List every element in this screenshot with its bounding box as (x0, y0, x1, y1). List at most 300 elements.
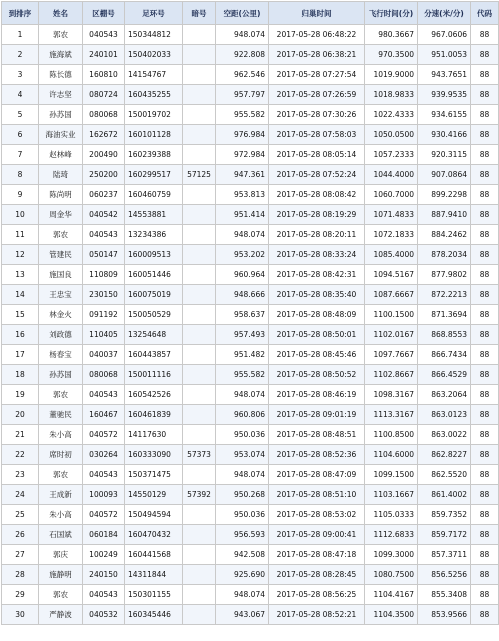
speed-cell: 868.8553 (418, 325, 471, 345)
name-cell: 孙苏国 (39, 365, 83, 385)
ring-cell: 150344812 (125, 25, 183, 45)
table-row[interactable] (2, 585, 499, 605)
table-row[interactable] (2, 285, 499, 305)
arrival-cell: 2017-05-28 06:48:22 (269, 25, 365, 45)
rank-cell: 24 (2, 485, 39, 505)
type-cell: 88 (471, 85, 499, 105)
type-cell: 88 (471, 325, 499, 345)
code-cell (183, 285, 216, 305)
code-cell (183, 385, 216, 405)
name-cell: 施海斌 (39, 45, 83, 65)
type-cell: 88 (471, 205, 499, 225)
table-row[interactable] (2, 605, 499, 625)
ring-cell: 14117630 (125, 425, 183, 445)
rank-cell: 17 (2, 345, 39, 365)
name-cell: 石国斌 (39, 525, 83, 545)
arrival-cell: 2017-05-28 08:20:11 (269, 225, 365, 245)
type-cell: 88 (471, 605, 499, 625)
loft-cell: 060237 (83, 185, 125, 205)
loft-cell: 030264 (83, 445, 125, 465)
code-cell (183, 245, 216, 265)
loft-cell: 040543 (83, 225, 125, 245)
code-cell (183, 585, 216, 605)
table-row[interactable] (2, 425, 499, 445)
flight-time-cell: 1100.1500 (365, 305, 418, 325)
loft-cell: 040037 (83, 345, 125, 365)
distance-cell: 950.036 (216, 505, 269, 525)
arrival-cell: 2017-05-28 08:35:40 (269, 285, 365, 305)
ring-cell: 160441568 (125, 545, 183, 565)
speed-cell: 907.0864 (418, 165, 471, 185)
distance-cell: 962.546 (216, 65, 269, 85)
code-cell (183, 565, 216, 585)
ring-cell: 160299517 (125, 165, 183, 185)
type-cell: 88 (471, 305, 499, 325)
col-header-code[interactable]: 暗号 (183, 2, 216, 25)
flight-time-cell: 1104.3500 (365, 605, 418, 625)
ring-cell: 160075019 (125, 285, 183, 305)
arrival-cell: 2017-05-28 08:19:29 (269, 205, 365, 225)
type-cell: 88 (471, 505, 499, 525)
ring-cell: 14311844 (125, 565, 183, 585)
distance-cell: 955.582 (216, 365, 269, 385)
distance-cell: 943.067 (216, 605, 269, 625)
rank-cell: 13 (2, 265, 39, 285)
type-cell: 88 (471, 265, 499, 285)
loft-cell: 100249 (83, 545, 125, 565)
col-header-distance[interactable]: 空距(公里) (216, 2, 269, 25)
speed-cell: 920.3115 (418, 145, 471, 165)
table-row[interactable] (2, 345, 499, 365)
loft-cell: 040543 (83, 25, 125, 45)
code-cell (183, 305, 216, 325)
rank-cell: 3 (2, 65, 39, 85)
rank-cell: 14 (2, 285, 39, 305)
table-row[interactable] (2, 325, 499, 345)
distance-cell: 953.202 (216, 245, 269, 265)
speed-cell: 863.2064 (418, 385, 471, 405)
loft-cell: 080068 (83, 365, 125, 385)
table-row[interactable] (2, 145, 499, 165)
flight-time-cell: 980.3667 (365, 25, 418, 45)
rank-cell: 21 (2, 425, 39, 445)
speed-cell: 856.5256 (418, 565, 471, 585)
rank-cell: 28 (2, 565, 39, 585)
ring-cell: 160051446 (125, 265, 183, 285)
code-cell (183, 605, 216, 625)
loft-cell: 040532 (83, 605, 125, 625)
table-row[interactable] (2, 485, 499, 505)
table-row[interactable] (2, 565, 499, 585)
name-cell: 赵林峰 (39, 145, 83, 165)
flight-time-cell: 1104.4167 (365, 585, 418, 605)
table-row[interactable] (2, 525, 499, 545)
loft-cell: 040543 (83, 465, 125, 485)
loft-cell: 230150 (83, 285, 125, 305)
name-cell: 海油实业 (39, 125, 83, 145)
code-cell: 57392 (183, 485, 216, 505)
ring-cell: 150050529 (125, 305, 183, 325)
code-cell (183, 145, 216, 165)
flight-time-cell: 1102.0167 (365, 325, 418, 345)
name-cell: 王成新 (39, 485, 83, 505)
rank-cell: 19 (2, 385, 39, 405)
loft-cell: 040572 (83, 505, 125, 525)
col-header-ring[interactable]: 足环号 (125, 2, 183, 25)
name-cell: 刘政德 (39, 325, 83, 345)
ring-cell: 150494594 (125, 505, 183, 525)
name-cell: 郭农 (39, 585, 83, 605)
speed-cell: 853.9566 (418, 605, 471, 625)
speed-cell: 934.6155 (418, 105, 471, 125)
arrival-cell: 2017-05-28 08:50:01 (269, 325, 365, 345)
flight-time-cell: 1099.3000 (365, 545, 418, 565)
loft-cell: 250200 (83, 165, 125, 185)
type-cell: 88 (471, 125, 499, 145)
distance-cell: 922.808 (216, 45, 269, 65)
type-cell: 88 (471, 545, 499, 565)
table-row[interactable] (2, 365, 499, 385)
code-cell (183, 345, 216, 365)
code-cell (183, 105, 216, 125)
code-cell (183, 205, 216, 225)
col-header-speed[interactable]: 分速(米/分) (418, 2, 471, 25)
distance-cell: 948.074 (216, 225, 269, 245)
distance-cell: 956.593 (216, 525, 269, 545)
arrival-cell: 2017-05-28 07:58:03 (269, 125, 365, 145)
name-cell: 管建民 (39, 245, 83, 265)
code-cell (183, 465, 216, 485)
table-row[interactable] (2, 65, 499, 85)
distance-cell: 957.797 (216, 85, 269, 105)
arrival-cell: 2017-05-28 08:53:02 (269, 505, 365, 525)
name-cell: 郭农 (39, 225, 83, 245)
code-cell (183, 125, 216, 145)
arrival-cell: 2017-05-28 08:51:10 (269, 485, 365, 505)
rank-cell: 7 (2, 145, 39, 165)
ring-cell: 160345446 (125, 605, 183, 625)
rank-cell: 22 (2, 445, 39, 465)
loft-cell: 080068 (83, 105, 125, 125)
speed-cell: 951.0053 (418, 45, 471, 65)
type-cell: 88 (471, 465, 499, 485)
arrival-cell: 2017-05-28 08:47:09 (269, 465, 365, 485)
col-header-name[interactable]: 姓名 (39, 2, 83, 25)
speed-cell: 939.9535 (418, 85, 471, 105)
speed-cell: 943.7651 (418, 65, 471, 85)
table-row[interactable] (2, 245, 499, 265)
arrival-cell: 2017-05-28 08:33:24 (269, 245, 365, 265)
code-cell (183, 45, 216, 65)
distance-cell: 976.984 (216, 125, 269, 145)
speed-cell: 859.7352 (418, 505, 471, 525)
distance-cell: 925.690 (216, 565, 269, 585)
rank-cell: 26 (2, 525, 39, 545)
name-cell: 许志坚 (39, 85, 83, 105)
header-row (2, 2, 499, 25)
rank-cell: 20 (2, 405, 39, 425)
table-row[interactable] (2, 385, 499, 405)
flight-time-cell: 970.3500 (365, 45, 418, 65)
arrival-cell: 2017-05-28 08:56:25 (269, 585, 365, 605)
rank-cell: 27 (2, 545, 39, 565)
table-row[interactable] (2, 205, 499, 225)
type-cell: 88 (471, 45, 499, 65)
ring-cell: 150019702 (125, 105, 183, 125)
name-cell: 郭农 (39, 465, 83, 485)
ring-cell: 150371475 (125, 465, 183, 485)
code-cell (183, 65, 216, 85)
rank-cell: 9 (2, 185, 39, 205)
ring-cell: 150402033 (125, 45, 183, 65)
distance-cell: 953.074 (216, 445, 269, 465)
flight-time-cell: 1102.8667 (365, 365, 418, 385)
arrival-cell: 2017-05-28 07:30:26 (269, 105, 365, 125)
arrival-cell: 2017-05-28 07:52:24 (269, 165, 365, 185)
flight-time-cell: 1094.5167 (365, 265, 418, 285)
code-cell: 57373 (183, 445, 216, 465)
type-cell: 88 (471, 165, 499, 185)
distance-cell: 950.036 (216, 425, 269, 445)
distance-cell: 960.964 (216, 265, 269, 285)
arrival-cell: 2017-05-28 08:50:52 (269, 365, 365, 385)
type-cell: 88 (471, 445, 499, 465)
type-cell: 88 (471, 565, 499, 585)
name-cell: 严静波 (39, 605, 83, 625)
code-cell (183, 505, 216, 525)
name-cell: 林金火 (39, 305, 83, 325)
ring-cell: 160470432 (125, 525, 183, 545)
loft-cell: 110809 (83, 265, 125, 285)
distance-cell: 955.582 (216, 105, 269, 125)
rank-cell: 29 (2, 585, 39, 605)
arrival-cell: 2017-05-28 07:27:54 (269, 65, 365, 85)
arrival-cell: 2017-05-28 08:42:31 (269, 265, 365, 285)
table-row[interactable] (2, 25, 499, 45)
table-row[interactable] (2, 125, 499, 145)
speed-cell: 899.2298 (418, 185, 471, 205)
speed-cell: 862.8227 (418, 445, 471, 465)
rank-cell: 12 (2, 245, 39, 265)
name-cell: 朱小高 (39, 505, 83, 525)
distance-cell: 972.984 (216, 145, 269, 165)
table-row[interactable] (2, 85, 499, 105)
name-cell: 陆琦 (39, 165, 83, 185)
rank-cell: 5 (2, 105, 39, 125)
table-row[interactable] (2, 225, 499, 245)
type-cell: 88 (471, 365, 499, 385)
type-cell: 88 (471, 185, 499, 205)
distance-cell: 948.666 (216, 285, 269, 305)
rank-cell: 16 (2, 325, 39, 345)
speed-cell: 871.3694 (418, 305, 471, 325)
distance-cell: 942.508 (216, 545, 269, 565)
code-cell (183, 425, 216, 445)
ring-cell: 160239388 (125, 145, 183, 165)
ring-cell: 150301155 (125, 585, 183, 605)
table-row[interactable] (2, 445, 499, 465)
code-cell (183, 325, 216, 345)
arrival-cell: 2017-05-28 09:01:19 (269, 405, 365, 425)
loft-cell: 240101 (83, 45, 125, 65)
rank-cell: 4 (2, 85, 39, 105)
type-cell: 88 (471, 485, 499, 505)
name-cell: 孙苏国 (39, 105, 83, 125)
speed-cell: 878.2034 (418, 245, 471, 265)
type-cell: 88 (471, 245, 499, 265)
arrival-cell: 2017-05-28 06:38:21 (269, 45, 365, 65)
flight-time-cell: 1105.0333 (365, 505, 418, 525)
type-cell: 88 (471, 225, 499, 245)
rank-cell: 10 (2, 205, 39, 225)
distance-cell: 951.414 (216, 205, 269, 225)
flight-time-cell: 1080.7500 (365, 565, 418, 585)
flight-time-cell: 1103.1667 (365, 485, 418, 505)
distance-cell: 960.806 (216, 405, 269, 425)
flight-time-cell: 1072.1833 (365, 225, 418, 245)
name-cell: 朱小高 (39, 425, 83, 445)
rank-cell: 30 (2, 605, 39, 625)
speed-cell: 859.7172 (418, 525, 471, 545)
code-cell (183, 405, 216, 425)
table-row[interactable] (2, 45, 499, 65)
speed-cell: 866.7434 (418, 345, 471, 365)
speed-cell: 884.2462 (418, 225, 471, 245)
flight-time-cell: 1104.6000 (365, 445, 418, 465)
code-cell (183, 545, 216, 565)
loft-cell: 060184 (83, 525, 125, 545)
name-cell: 席时初 (39, 445, 83, 465)
loft-cell: 040543 (83, 585, 125, 605)
ring-cell: 13234386 (125, 225, 183, 245)
flight-time-cell: 1044.4000 (365, 165, 418, 185)
type-cell: 88 (471, 145, 499, 165)
table-row[interactable] (2, 545, 499, 565)
distance-cell: 958.637 (216, 305, 269, 325)
loft-cell: 040542 (83, 205, 125, 225)
arrival-cell: 2017-05-28 08:48:09 (269, 305, 365, 325)
name-cell: 王忠宝 (39, 285, 83, 305)
flight-time-cell: 1100.8500 (365, 425, 418, 445)
code-cell: 57125 (183, 165, 216, 185)
speed-cell: 855.3408 (418, 585, 471, 605)
ring-cell: 13254648 (125, 325, 183, 345)
table-row[interactable] (2, 105, 499, 125)
table-row[interactable] (2, 505, 499, 525)
code-cell (183, 365, 216, 385)
type-cell: 88 (471, 585, 499, 605)
type-cell: 88 (471, 405, 499, 425)
distance-cell: 957.493 (216, 325, 269, 345)
distance-cell: 948.074 (216, 585, 269, 605)
type-cell: 88 (471, 385, 499, 405)
loft-cell: 100093 (83, 485, 125, 505)
loft-cell: 040543 (83, 385, 125, 405)
ring-cell: 160333090 (125, 445, 183, 465)
distance-cell: 951.482 (216, 345, 269, 365)
flight-time-cell: 1018.9833 (365, 85, 418, 105)
flight-time-cell: 1113.3167 (365, 405, 418, 425)
rank-cell: 8 (2, 165, 39, 185)
flight-time-cell: 1087.6667 (365, 285, 418, 305)
loft-cell: 050147 (83, 245, 125, 265)
loft-cell: 200490 (83, 145, 125, 165)
arrival-cell: 2017-05-28 08:05:14 (269, 145, 365, 165)
col-header-flight-time[interactable]: 飞行时间(分) (365, 2, 418, 25)
name-cell: 陈尚明 (39, 185, 83, 205)
code-cell (183, 185, 216, 205)
ring-cell: 14154767 (125, 65, 183, 85)
speed-cell: 872.2213 (418, 285, 471, 305)
flight-time-cell: 1099.1500 (365, 465, 418, 485)
flight-time-cell: 1019.9000 (365, 65, 418, 85)
distance-cell: 947.361 (216, 165, 269, 185)
table-row[interactable] (2, 185, 499, 205)
rank-cell: 6 (2, 125, 39, 145)
name-cell: 周金华 (39, 205, 83, 225)
table-row[interactable] (2, 405, 499, 425)
rank-cell: 15 (2, 305, 39, 325)
col-header-type[interactable]: 代码 (471, 2, 499, 25)
table-row[interactable] (2, 265, 499, 285)
type-cell: 88 (471, 105, 499, 125)
loft-cell: 110405 (83, 325, 125, 345)
flight-time-cell: 1060.7000 (365, 185, 418, 205)
ring-cell: 160460759 (125, 185, 183, 205)
col-header-arrival[interactable]: 归巢时间 (269, 2, 365, 25)
arrival-cell: 2017-05-28 08:48:51 (269, 425, 365, 445)
ring-cell: 160542526 (125, 385, 183, 405)
name-cell: 董驰民 (39, 405, 83, 425)
col-header-loft[interactable]: 区棚号 (83, 2, 125, 25)
flight-time-cell: 1050.0500 (365, 125, 418, 145)
distance-cell: 948.074 (216, 385, 269, 405)
speed-cell: 930.4166 (418, 125, 471, 145)
speed-cell: 857.3711 (418, 545, 471, 565)
type-cell: 88 (471, 345, 499, 365)
distance-cell: 948.074 (216, 25, 269, 45)
ring-cell: 150011116 (125, 365, 183, 385)
loft-cell: 240150 (83, 565, 125, 585)
loft-cell: 040572 (83, 425, 125, 445)
code-cell (183, 85, 216, 105)
distance-cell: 950.268 (216, 485, 269, 505)
table-row[interactable] (2, 465, 499, 485)
name-cell: 郭庆 (39, 545, 83, 565)
arrival-cell: 2017-05-28 07:26:59 (269, 85, 365, 105)
name-cell: 郭农 (39, 25, 83, 45)
table-row[interactable] (2, 165, 499, 185)
col-header-rank[interactable]: 到排序 (2, 2, 39, 25)
arrival-cell: 2017-05-28 08:52:21 (269, 605, 365, 625)
arrival-cell: 2017-05-28 08:45:46 (269, 345, 365, 365)
flight-time-cell: 1112.6833 (365, 525, 418, 545)
loft-cell: 160467 (83, 405, 125, 425)
name-cell: 杨春宝 (39, 345, 83, 365)
speed-cell: 967.0606 (418, 25, 471, 45)
ring-cell: 160101128 (125, 125, 183, 145)
table-row[interactable] (2, 305, 499, 325)
rank-cell: 2 (2, 45, 39, 65)
flight-time-cell: 1022.4333 (365, 105, 418, 125)
rank-cell: 11 (2, 225, 39, 245)
type-cell: 88 (471, 25, 499, 45)
ring-cell: 14550129 (125, 485, 183, 505)
arrival-cell: 2017-05-28 09:00:41 (269, 525, 365, 545)
flight-time-cell: 1098.3167 (365, 385, 418, 405)
type-cell: 88 (471, 425, 499, 445)
loft-cell: 160810 (83, 65, 125, 85)
